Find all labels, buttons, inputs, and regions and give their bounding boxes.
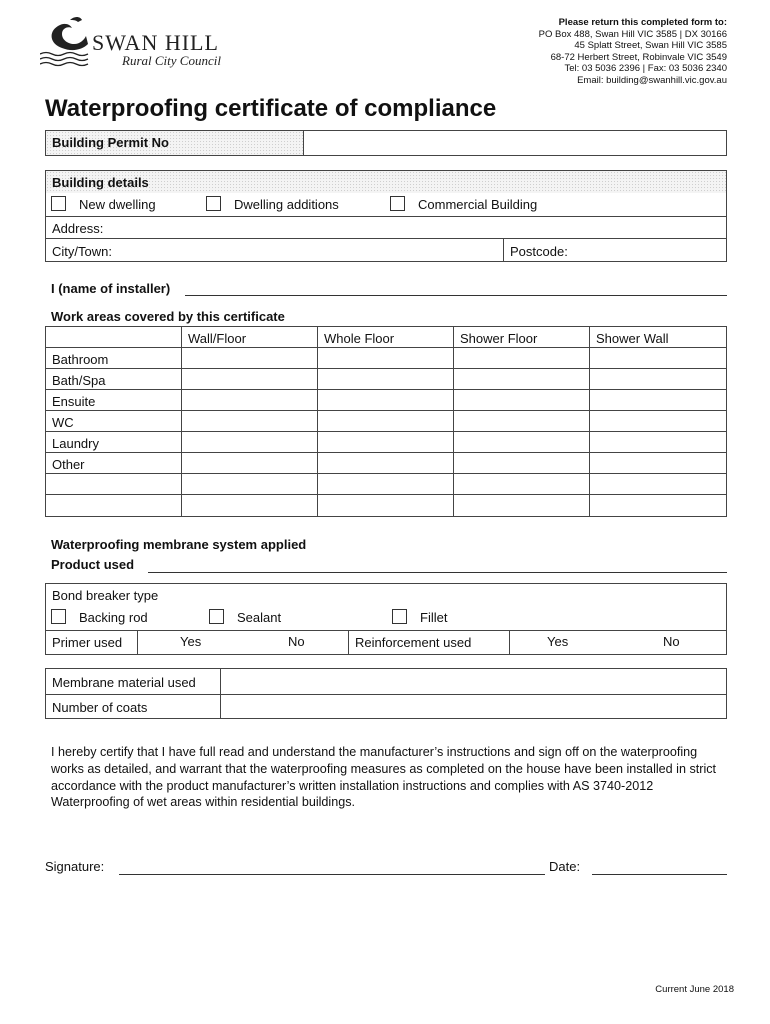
page-title: Waterproofing certificate of compliance (45, 95, 497, 122)
column-header: Shower Floor (460, 331, 538, 346)
column-header: Shower Wall (596, 331, 669, 346)
address-line: 45 Splatt Street, Swan Hill VIC 3585 (574, 40, 727, 52)
work-areas-heading: Work areas covered by this certificate (51, 309, 285, 324)
address-line: Tel: 03 5036 2396 | Fax: 03 5036 2340 (564, 63, 727, 75)
membrane-heading: Waterproofing membrane system applied (51, 537, 307, 552)
reinforcement-used-label: Reinforcement used (355, 635, 472, 650)
work-areas-table (45, 326, 727, 517)
signature-label: Signature: (45, 859, 105, 874)
product-used-input[interactable] (148, 572, 727, 573)
primer-no-option[interactable]: No (288, 634, 305, 649)
installer-input[interactable] (185, 295, 727, 296)
backing-rod-checkbox[interactable] (51, 609, 66, 624)
reinforcement-no-option[interactable]: No (663, 634, 680, 649)
return-address (539, 17, 727, 87)
logo-name: SWAN HILL (92, 30, 219, 55)
row-label: Ensuite (52, 394, 96, 409)
return-heading: Please return this completed form to: (558, 17, 727, 28)
address-label: Address: (52, 221, 104, 236)
number-of-coats-input[interactable] (221, 694, 726, 718)
column-header: Wall/Floor (188, 331, 247, 346)
membrane-material-label: Membrane material used (52, 675, 196, 690)
commercial-building-label: Commercial Building (418, 197, 538, 212)
address-line: 68-72 Herbert Street, Robinvale VIC 3549 (550, 51, 727, 63)
permit-box (45, 130, 727, 156)
fillet-label: Fillet (420, 610, 448, 625)
address-line: Email: building@swanhill.vic.gov.au (577, 74, 727, 86)
sealant-label: Sealant (237, 610, 282, 625)
certification-text: I hereby certify that I have full read and understand the manufacturer’s instructions and sign off on the waterproofing works as detailed, and warrant that the waterproofing measures as completed on the house have been installed in strict accordance with the product manufacturer’s written installation instructions and complies with AS 3740-2012 Waterproofing of wet areas within residential buildings. (51, 745, 717, 810)
address-line: PO Box 488, Swan Hill VIC 3585 | DX 30166 (538, 28, 727, 40)
building-details-box (45, 170, 727, 262)
row-label: Bathroom (52, 352, 109, 367)
row-label: Laundry (52, 436, 99, 451)
primer-yes-option[interactable]: Yes (180, 634, 202, 649)
reinforcement-yes-option[interactable]: Yes (547, 634, 569, 649)
dwelling-additions-checkbox[interactable] (206, 196, 221, 211)
footer-date: Current June 2018 (655, 984, 734, 995)
permit-label: Building Permit No (46, 131, 303, 155)
column-header: Whole Floor (324, 331, 395, 346)
installer-label: I (name of installer) (51, 281, 171, 296)
backing-rod-label: Backing rod (79, 610, 148, 625)
number-of-coats-label: Number of coats (52, 700, 148, 715)
primer-used-label: Primer used (52, 635, 123, 650)
row-label: Bath/Spa (52, 373, 106, 388)
signature-input[interactable] (119, 874, 545, 875)
sealant-checkbox[interactable] (209, 609, 224, 624)
bond-breaker-heading: Bond breaker type (52, 588, 159, 603)
date-label: Date: (549, 859, 581, 874)
row-label: Other (52, 457, 85, 472)
logo-subtitle: Rural City Council (122, 53, 221, 68)
row-label: WC (52, 415, 74, 430)
product-used-label: Product used (51, 557, 135, 572)
dwelling-additions-label: Dwelling additions (234, 197, 339, 212)
date-input[interactable] (592, 874, 727, 875)
building-details-heading: Building details (46, 171, 726, 193)
fillet-checkbox[interactable] (392, 609, 407, 624)
city-label: City/Town: (52, 244, 112, 259)
new-dwelling-label: New dwelling (79, 197, 156, 212)
commercial-building-checkbox[interactable] (390, 196, 405, 211)
permit-input[interactable] (304, 131, 726, 155)
membrane-material-input[interactable] (221, 669, 726, 693)
postcode-label: Postcode: (510, 244, 568, 259)
new-dwelling-checkbox[interactable] (51, 196, 66, 211)
